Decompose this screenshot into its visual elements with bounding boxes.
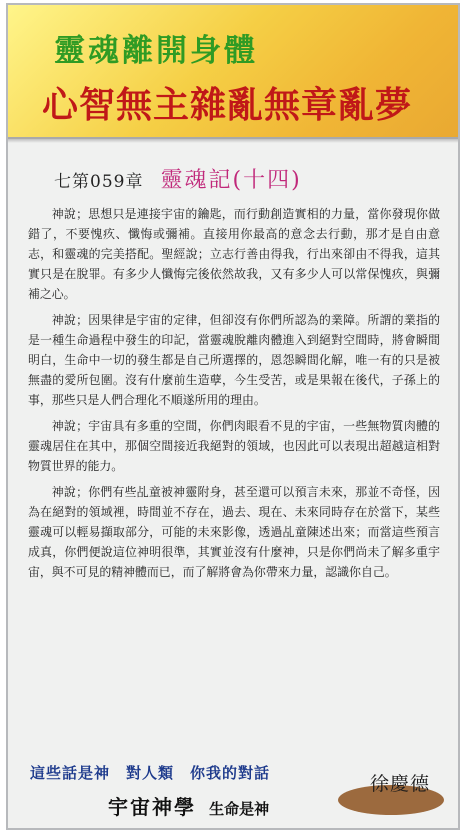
article-body xyxy=(28,204,440,588)
footer-series xyxy=(108,791,269,820)
header-banner xyxy=(8,5,458,139)
paragraph: 神說；因果律是宇宙的定律，但卻沒有你們所認為的業障。所謂的業指的是一種生命過程中發生的印記，當靈魂脫離肉體進入到絕對空間時，將會瞬間明白，生命中一切的發生都是自己所選擇的，恩怨瞬間化解，唯一有的只是被無盡的愛所包圍。沒有什麼前生造孽，今生受苦，或是果報在後代，子孫上的事，那些只是人們合理化不順遂所用的理由。 xyxy=(28,313,440,407)
footer-tagline: 這些話是神 對人類 你我的對話 xyxy=(30,764,271,782)
chapter-heading xyxy=(54,163,302,194)
paragraph: 神說；思想只是連接宇宙的鑰匙，而行動創造實相的力量，當你發現你做錯了，不要愧疚、懺悔或彌補。直接用你最高的意念去行動，那才是自由意志，和靈魂的完美搭配。聖經說；立志行善由得我，行出來卻由不得我，這其實只是在脫罪。有多少人懺悔完後依然故我，又有多少人可以常保愧疚，與彌補之心。 xyxy=(28,207,440,301)
series-subtitle: 生命是神 xyxy=(209,800,270,818)
article-frame xyxy=(6,3,460,830)
banner-divider xyxy=(8,139,458,143)
series-title: 宇宙神學 xyxy=(108,795,196,819)
chapter-title: 靈魂記(十四) xyxy=(160,168,302,193)
author-name: 徐慶德 xyxy=(370,773,431,795)
paragraph: 神說；宇宙具有多重的空間，你們肉眼看不見的宇宙，一些無物質肉體的靈魂居住在其中，那個空間接近我絕對的領域，也因此可以表現出超越這相對物質世界的能力。 xyxy=(28,419,440,473)
chapter-number: 七第059章 xyxy=(54,172,144,192)
headline-line-2: 心智無主雜亂無章亂夢 xyxy=(42,84,413,126)
paragraph: 神說；你們有些乩童被神靈附身，甚至還可以預言未來，那並不奇怪，因為在絕對的領域裡，時間並不存在，過去、現在、未來同時存在於當下，某些靈魂可以輕易擷取部分，可能的未來影像，透過乩童陳述出來；而當這些預言成真，你們便說這位神明很準，其實並沒有什麼神，只是你們尚未了解多重宇宙，與不可見的精神體而已，而了解將會為你帶來力量，認識你自己。 xyxy=(28,485,440,579)
headline-line-1: 靈魂離開身體 xyxy=(54,33,258,69)
